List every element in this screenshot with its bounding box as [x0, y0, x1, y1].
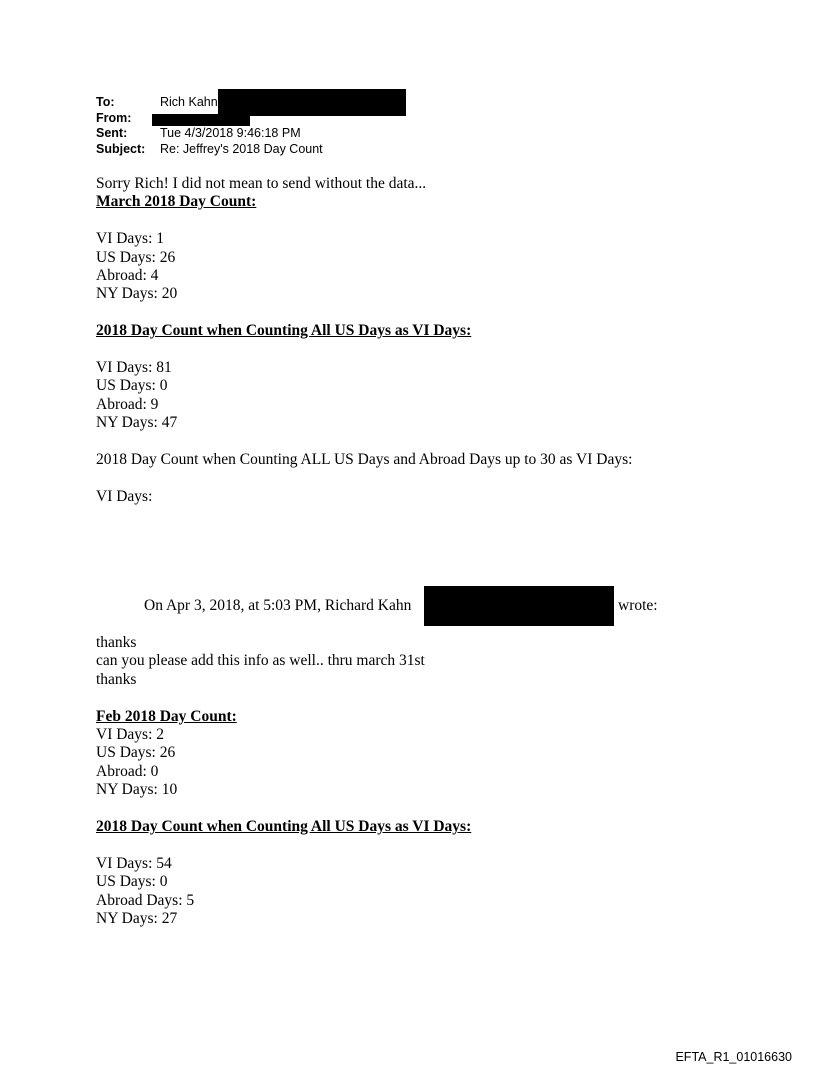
to-label: To: — [96, 95, 115, 109]
quoted-all-us-line: US Days: 0 — [96, 873, 168, 891]
march-line: VI Days: 1 — [96, 230, 165, 248]
vi-days-line: VI Days: — [96, 487, 153, 505]
march-heading: March 2018 Day Count: — [96, 193, 257, 211]
quoted-all-us-line: Abroad Days: 5 — [96, 891, 195, 909]
quoted-line: can you please add this info as well.. thru march 31st — [96, 652, 425, 670]
quoted-line: thanks — [96, 670, 137, 688]
feb-line: US Days: 26 — [96, 744, 176, 762]
quoted-body — [96, 634, 471, 928]
quoted-line: thanks — [96, 634, 137, 651]
redaction-to — [218, 89, 406, 116]
subject-label: Subject: — [96, 141, 146, 156]
all-us-heading: 2018 Day Count when Counting All US Days as VI Days: — [96, 322, 472, 340]
sent-label: Sent: — [96, 126, 128, 140]
reply-intro: Sorry Rich! I did not mean to send without the data... — [96, 175, 427, 192]
all-us-line: US Days: 0 — [96, 377, 168, 395]
feb-line: Abroad: 0 — [96, 762, 159, 780]
attribution-post: wrote: — [618, 597, 658, 614]
march-line: Abroad: 4 — [96, 267, 159, 285]
abroad-line: 2018 Day Count when Counting ALL US Days and Abroad Days up to 30 as VI Days: — [96, 451, 633, 469]
feb-heading: Feb 2018 Day Count: — [96, 707, 237, 725]
from-label: From: — [96, 110, 132, 125]
attribution-pre: On Apr 3, 2018, at 5:03 PM, Richard Kahn — [144, 597, 412, 614]
all-us-line: VI Days: 81 — [96, 359, 172, 377]
quote-attribution — [144, 597, 411, 615]
all-us-line: NY Days: 47 — [96, 414, 178, 432]
march-line: US Days: 26 — [96, 248, 176, 266]
sent-value: Tue 4/3/2018 9:46:18 PM — [160, 126, 301, 140]
subject-value: Re: Jeffrey's 2018 Day Count — [160, 141, 323, 156]
feb-line: NY Days: 10 — [96, 781, 178, 799]
quoted-all-us-line: VI Days: 54 — [96, 854, 172, 872]
attribution-post-wrap — [618, 597, 658, 615]
all-us-line: Abroad: 9 — [96, 395, 159, 413]
feb-line: VI Days: 2 — [96, 726, 165, 744]
document-id: EFTA_R1_01016630 — [675, 1050, 792, 1064]
march-line: NY Days: 20 — [96, 285, 178, 303]
redaction-email — [424, 586, 614, 626]
to-value: Rich Kahn — [160, 95, 218, 109]
reply-body — [96, 175, 632, 506]
quoted-all-us-line: NY Days: 27 — [96, 910, 178, 928]
redaction-from — [152, 114, 250, 126]
quoted-all-us-heading: 2018 Day Count when Counting All US Days as VI Days: — [96, 818, 472, 836]
